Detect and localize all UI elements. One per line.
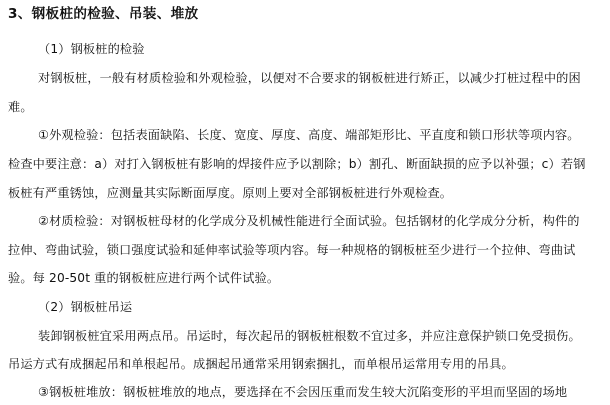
paragraph-line: 板桩有严重锈蚀，应测量其实际断面厚度。原则上要对全部钢板桩进行外观检查。	[8, 186, 453, 200]
paragraph-line: 装卸钢板桩宜采用两点吊。吊运时，每次起吊的钢板桩根数不宜过多，并应注意保护锁口免受损伤。	[38, 329, 581, 343]
section-heading: 3、钢板桩的检验、吊装、堆放	[8, 6, 199, 22]
paragraph-line: 检查中要注意：a）对打入钢板桩有影响的焊接件应予以割除；b）割孔、断面缺损的应予以补强；c）若钢	[8, 157, 586, 171]
paragraph-line: 吊运方式有成捆起吊和单根起吊。成捆起吊通常采用钢索捆扎，而单根吊运常用专用的吊具。	[8, 357, 514, 371]
paragraph-line: 对钢板桩，一般有材质检验和外观检验，以便对不合要求的钢板桩进行矫正，以减少打桩过程中的困	[38, 71, 581, 85]
paragraph-line: 拉伸、弯曲试验，锁口强度试验和延伸率试验等项内容。每一种规格的钢板桩至少进行一个拉伸、弯曲试	[8, 243, 576, 257]
subsection-title-inspection: （1）钢板桩的检验	[38, 42, 145, 56]
paragraph-line: ③钢板桩堆放：钢板桩堆放的地点，要选择在不会因压重而发生较大沉陷变形的平坦而坚固的场地	[38, 385, 568, 399]
paragraph-line: ①外观检验：包括表面缺陷、长度、宽度、厚度、高度、端部矩形比、平直度和锁口形状等项内容。	[38, 128, 580, 142]
paragraph-line: 难。	[8, 100, 33, 114]
paragraph-line: 验。每 20-50t 重的钢板桩应进行两个试件试验。	[8, 271, 280, 285]
subsection-title-hoisting: （2）钢板桩吊运	[38, 300, 133, 314]
paragraph-line: ②材质检验：对钢板桩母材的化学成分及机械性能进行全面试验。包括钢材的化学成分分析，构件的	[38, 214, 580, 228]
